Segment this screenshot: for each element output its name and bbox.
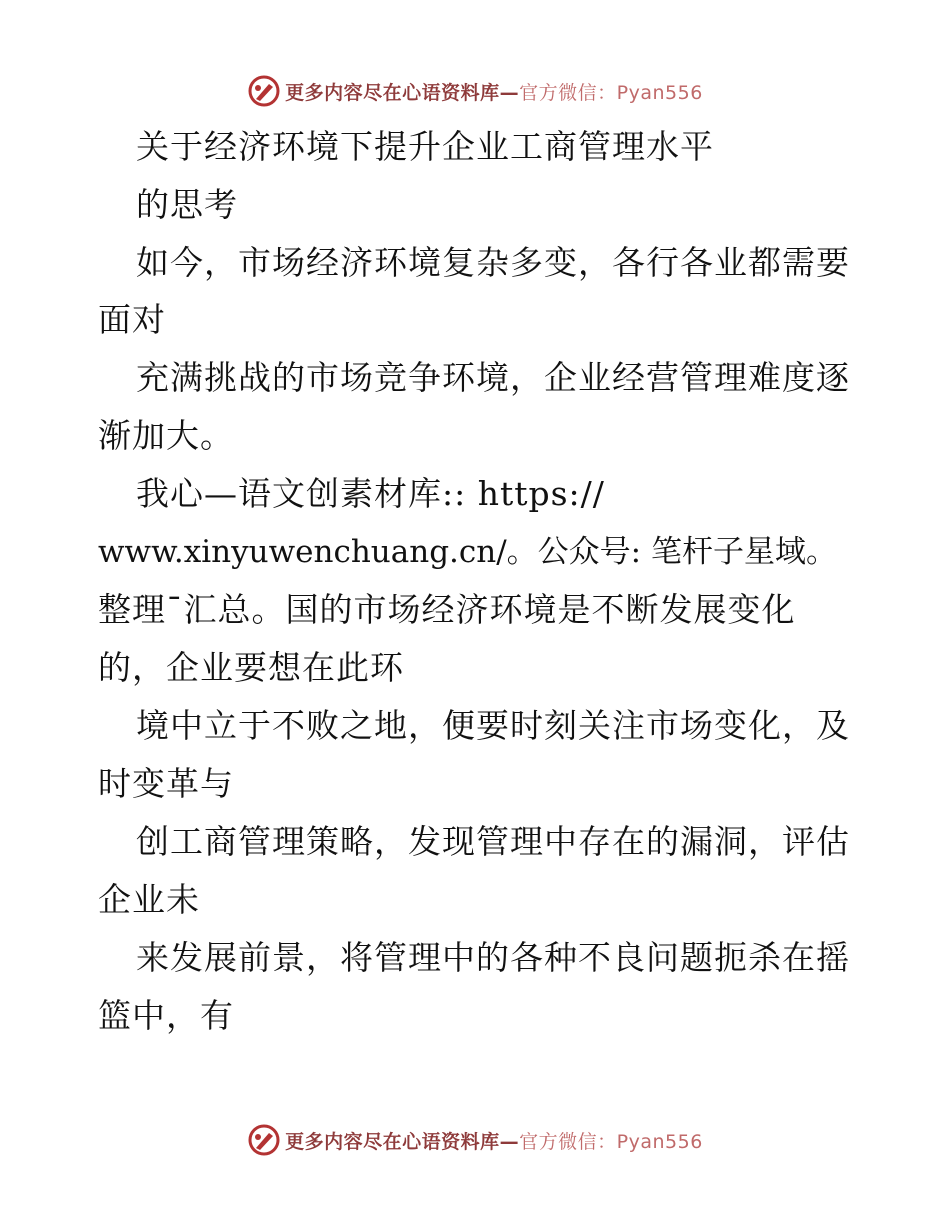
paragraph-line: 境中立于不败之地，便要时刻关注市场变化，及 [136,706,850,745]
paragraph-line: 关于经济环境下提升企业工商管理水平 [136,127,714,166]
paragraph-line: 篮中，有 [98,996,234,1035]
paragraph-line: 面对 [98,300,166,339]
banner-text: 更多内容尽在心语资料库—官方微信：Pyan556 [285,1130,703,1153]
paragraph-line: www.xinyuwenchuang.cn/。公众号: 笔杆子星域。 [98,534,837,570]
paragraph-line: 创工商管理策略，发现管理中存在的漏洞，评估 [136,822,850,861]
paragraph-line: 充满挑战的市场竞争环境，企业经营管理难度逐 [136,358,850,397]
paragraph-line: 的思考 [136,185,238,224]
pen-logo-icon [247,74,281,108]
paragraph-line: 时变革与 [98,764,234,803]
paragraph-line: 如今，市场经济环境复杂多变，各行各业都需要 [136,243,850,282]
footer-banner [0,1120,950,1160]
paragraph-line: 企业未 [98,880,200,919]
header-banner [0,71,950,111]
paragraph-line: 整理¯汇总。国的市场经济环境是不断发展变化 [98,590,796,629]
paragraph-line: 渐加大。 [98,416,234,455]
paragraph-line: 的，企业要想在此环 [98,648,404,687]
paragraph-line: 我心—语文创素材库:: https:// [136,474,605,513]
banner-text: 更多内容尽在心语资料库—官方微信：Pyan556 [285,81,703,104]
pen-logo-icon [247,1123,281,1157]
paragraph-line: 来发展前景，将管理中的各种不良问题扼杀在摇 [136,938,850,977]
